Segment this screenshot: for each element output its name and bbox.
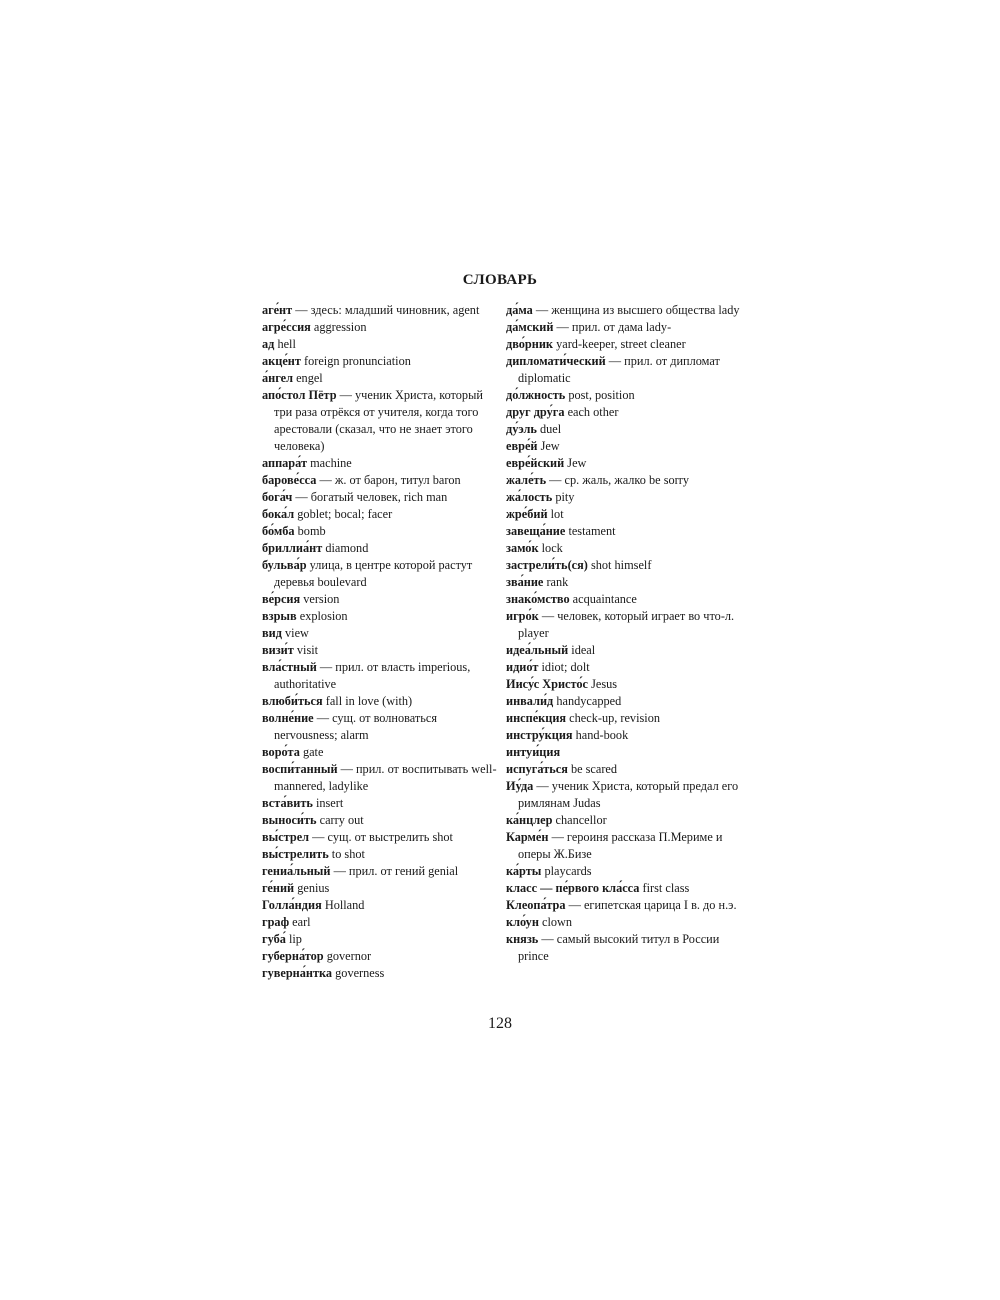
definition: testament (568, 524, 616, 538)
definition: playcards (544, 864, 592, 878)
dictionary-entry (262, 336, 497, 353)
dictionary-entry (506, 591, 741, 608)
headword: бриллиа́нт (262, 541, 323, 555)
dictionary-entry (506, 540, 741, 557)
headword: класс — пе́рвого кла́сса (506, 881, 640, 895)
definition: — прил. от дипломат diplomatic (518, 354, 720, 385)
dictionary-entry (262, 948, 497, 965)
dictionary-entry (262, 353, 497, 370)
dictionary-entry (506, 302, 741, 319)
definition: handycapped (556, 694, 622, 708)
headword: жре́бий (506, 507, 548, 521)
dictionary-entry (262, 625, 497, 642)
dictionary-entry (506, 693, 741, 710)
definition: — прил. от власть imperious, authoritative (274, 660, 471, 691)
definition: lip (288, 932, 302, 946)
definition: Jew (567, 456, 587, 470)
definition: — богатый человек, rich man (295, 490, 448, 504)
definition: to shot (331, 847, 365, 861)
headword: жа́лость (506, 490, 553, 504)
dictionary-entry (506, 523, 741, 540)
headword: взрыв (262, 609, 297, 623)
headword: идеа́льный (506, 643, 569, 657)
headword: ге́ний (262, 881, 295, 895)
dictionary-entry (506, 387, 741, 404)
headword: да́мский (506, 320, 554, 334)
definition: hand-book (575, 728, 629, 742)
dictionary-entry (262, 302, 497, 319)
headword: бо́мба (262, 524, 295, 538)
headword: вы́стрелить (262, 847, 329, 861)
definition: explosion (299, 609, 348, 623)
headword: агре́ссия (262, 320, 311, 334)
headword: да́ма (506, 303, 533, 317)
headword: аге́нт (262, 303, 293, 317)
headword: инвали́д (506, 694, 554, 708)
dictionary-entry (262, 897, 497, 914)
dictionary-entry (506, 880, 741, 897)
dictionary-entry (506, 336, 741, 353)
headword: акце́нт (262, 354, 301, 368)
definition: — прил. от воспитывать well-mannered, ladylike (274, 762, 497, 793)
definition: lock (541, 541, 563, 555)
dictionary-entry (262, 914, 497, 931)
headword: застрели́ть(ся) (506, 558, 588, 572)
definition: diamond (325, 541, 369, 555)
dictionary-entry (506, 761, 741, 778)
definition: duel (539, 422, 562, 436)
dictionary-entry (506, 897, 741, 914)
dictionary-entry (262, 931, 497, 948)
dictionary-entry (506, 863, 741, 880)
headword: испуга́ться (506, 762, 568, 776)
definition: — сущ. от волноваться nervousness; alarm (274, 711, 438, 742)
definition: Jew (540, 439, 560, 453)
headword: барове́сса (262, 473, 317, 487)
definition: — ученик Христа, который предал его римлянам Judas (518, 779, 739, 810)
headword: дво́рник (506, 337, 554, 351)
headword: инспе́кция (506, 711, 567, 725)
headword: губерна́тор (262, 949, 324, 963)
dictionary-entry (262, 608, 497, 625)
headword: бога́ч (262, 490, 293, 504)
dictionary-entry (262, 319, 497, 336)
dictionary-entry (262, 642, 497, 659)
dictionary-entry (506, 506, 741, 523)
dictionary-entry (506, 914, 741, 931)
dictionary-entry (262, 370, 497, 387)
definition: ideal (571, 643, 596, 657)
headword: жале́ть (506, 473, 547, 487)
definition: shot himself (590, 558, 652, 572)
definition: first class (642, 881, 690, 895)
dictionary-entry (262, 965, 497, 982)
definition: visit (296, 643, 319, 657)
definition: — героиня рассказа П.Мериме и оперы Ж.Бизе (518, 830, 723, 861)
definition: engel (296, 371, 323, 385)
dictionary-entry (262, 455, 497, 472)
headword: ад (262, 337, 275, 351)
headword: граф (262, 915, 290, 929)
definition: check-up, revision (569, 711, 660, 725)
definition: pity (555, 490, 575, 504)
dictionary-entry (506, 421, 741, 438)
headword: аппара́т (262, 456, 308, 470)
definition: governor (326, 949, 372, 963)
dictionary-entry (506, 438, 741, 455)
definition: — человек, который играет во что-л. player (518, 609, 735, 640)
dictionary-entry (506, 778, 741, 812)
headword: до́лжность (506, 388, 566, 402)
definition: view (285, 626, 309, 640)
page-title: СЛОВАРЬ (462, 272, 538, 288)
dictionary-entry (262, 557, 497, 591)
headword: Иису́с Христо́с (506, 677, 588, 691)
headword: знако́мство (506, 592, 570, 606)
dictionary-entry (262, 506, 497, 523)
definition: hell (277, 337, 296, 351)
headword: волне́ние (262, 711, 314, 725)
dictionary-entry (506, 455, 741, 472)
dictionary-entry (262, 846, 497, 863)
definition: — сущ. от выстрелить shot (312, 830, 453, 844)
headword: бока́л (262, 507, 295, 521)
definition: — египетская царица I в. до н.э. (568, 898, 737, 912)
dictionary-column-left (262, 302, 497, 982)
headword: евре́й (506, 439, 538, 453)
definition: fall in love (with) (325, 694, 413, 708)
headword: идио́т (506, 660, 539, 674)
headword: завеща́ние (506, 524, 566, 538)
dictionary-entry (506, 744, 741, 761)
definition: idiot; dolt (541, 660, 590, 674)
dictionary-entry (506, 676, 741, 693)
definition: clown (541, 915, 573, 929)
dictionary-entry (262, 472, 497, 489)
headword: бульва́р (262, 558, 307, 572)
headword: зва́ние (506, 575, 544, 589)
definition: — прил. от дама lady- (556, 320, 672, 334)
headword: вы́стрел (262, 830, 310, 844)
dictionary-entry (506, 659, 741, 676)
headword: Клеопа́тра (506, 898, 566, 912)
definition: foreign pronunciation (303, 354, 411, 368)
definition: post, position (568, 388, 635, 402)
dictionary-entry (262, 591, 497, 608)
dictionary-entry (262, 863, 497, 880)
definition: — ученик Христа, который три раза отрёкся от учителя, когда того арестовали (сказал, что не знает этого человека) (274, 388, 483, 453)
dictionary-entry (262, 489, 497, 506)
dictionary-entry (506, 574, 741, 591)
headword: Карме́н (506, 830, 549, 844)
headword: вид (262, 626, 282, 640)
definition: carry out (319, 813, 364, 827)
dictionary-entry (262, 523, 497, 540)
definition: insert (315, 796, 344, 810)
dictionary-entry (262, 761, 497, 795)
headword: друг дру́га (506, 405, 565, 419)
headword: вста́вить (262, 796, 313, 810)
dictionary-entry (262, 693, 497, 710)
headword: игро́к (506, 609, 539, 623)
dictionary-entry (506, 557, 741, 574)
headword: дипломати́ческий (506, 354, 606, 368)
dictionary-entry (506, 829, 741, 863)
headword: ве́рсия (262, 592, 301, 606)
definition: — ж. от барон, титул baron (319, 473, 461, 487)
definition: — ср. жаль, жалко be sorry (549, 473, 689, 487)
definition: — женщина из высшего общества lady (535, 303, 740, 317)
dictionary-entry (506, 931, 741, 965)
headword: губа́ (262, 932, 286, 946)
dictionary-entry (506, 642, 741, 659)
dictionary-entry (506, 710, 741, 727)
headword: а́нгел (262, 371, 294, 385)
definition: goblet; bocal; facer (297, 507, 393, 521)
dictionary-entry (262, 795, 497, 812)
definition: gate (302, 745, 324, 759)
dictionary-column-right (506, 302, 741, 965)
headword: ка́рты (506, 864, 542, 878)
headword: ду́эль (506, 422, 537, 436)
headword: инстру́кция (506, 728, 573, 742)
headword: влюби́ться (262, 694, 323, 708)
headword: гуверна́нтка (262, 966, 333, 980)
definition: rank (546, 575, 569, 589)
headword: кло́ун (506, 915, 539, 929)
dictionary-entry (506, 472, 741, 489)
dictionary-entry (506, 319, 741, 336)
headword: вла́стный (262, 660, 317, 674)
definition: — прил. от гений genial (333, 864, 459, 878)
dictionary-entry (506, 404, 741, 421)
definition: lot (550, 507, 564, 521)
headword: князь (506, 932, 539, 946)
dictionary-entry (262, 744, 497, 761)
definition: be scared (570, 762, 618, 776)
definition: chancellor (555, 813, 607, 827)
page-number: 128 (488, 1015, 512, 1032)
headword: визи́т (262, 643, 294, 657)
dictionary-entry (262, 540, 497, 557)
headword: Иу́да (506, 779, 534, 793)
definition: each other (567, 405, 619, 419)
definition: acquaintance (572, 592, 637, 606)
dictionary-entry (506, 727, 741, 744)
headword: апо́стол Пётр (262, 388, 337, 402)
definition: улица, в центре которой растут деревья boulevard (274, 558, 473, 589)
dictionary-entry (262, 880, 497, 897)
headword: интуи́ция (506, 745, 561, 759)
dictionary-entry (506, 812, 741, 829)
definition: aggression (313, 320, 367, 334)
definition: genius (297, 881, 330, 895)
dictionary-entry (262, 812, 497, 829)
headword: воспи́танный (262, 762, 338, 776)
dictionary-entry (262, 387, 497, 455)
headword: ка́нцлер (506, 813, 553, 827)
definition: Holland (324, 898, 365, 912)
definition: bomb (297, 524, 326, 538)
dictionary-entry (506, 353, 741, 387)
headword: замо́к (506, 541, 539, 555)
headword: воро́та (262, 745, 300, 759)
headword: выноси́ть (262, 813, 317, 827)
headword: гениа́льный (262, 864, 331, 878)
headword: Голла́ндия (262, 898, 322, 912)
headword: евре́йский (506, 456, 565, 470)
definition: machine (310, 456, 352, 470)
definition: earl (292, 915, 311, 929)
definition: yard-keeper, street cleaner (556, 337, 686, 351)
dictionary-entry (262, 829, 497, 846)
dictionary-entry (506, 489, 741, 506)
definition: Jesus (591, 677, 618, 691)
definition: — самый высокий титул в России prince (518, 932, 720, 963)
dictionary-entry (262, 659, 497, 693)
definition: governess (335, 966, 385, 980)
dictionary-entry (506, 608, 741, 642)
definition: version (303, 592, 340, 606)
dictionary-entry (262, 710, 497, 744)
definition: — здесь: младший чиновник, agent (295, 303, 480, 317)
